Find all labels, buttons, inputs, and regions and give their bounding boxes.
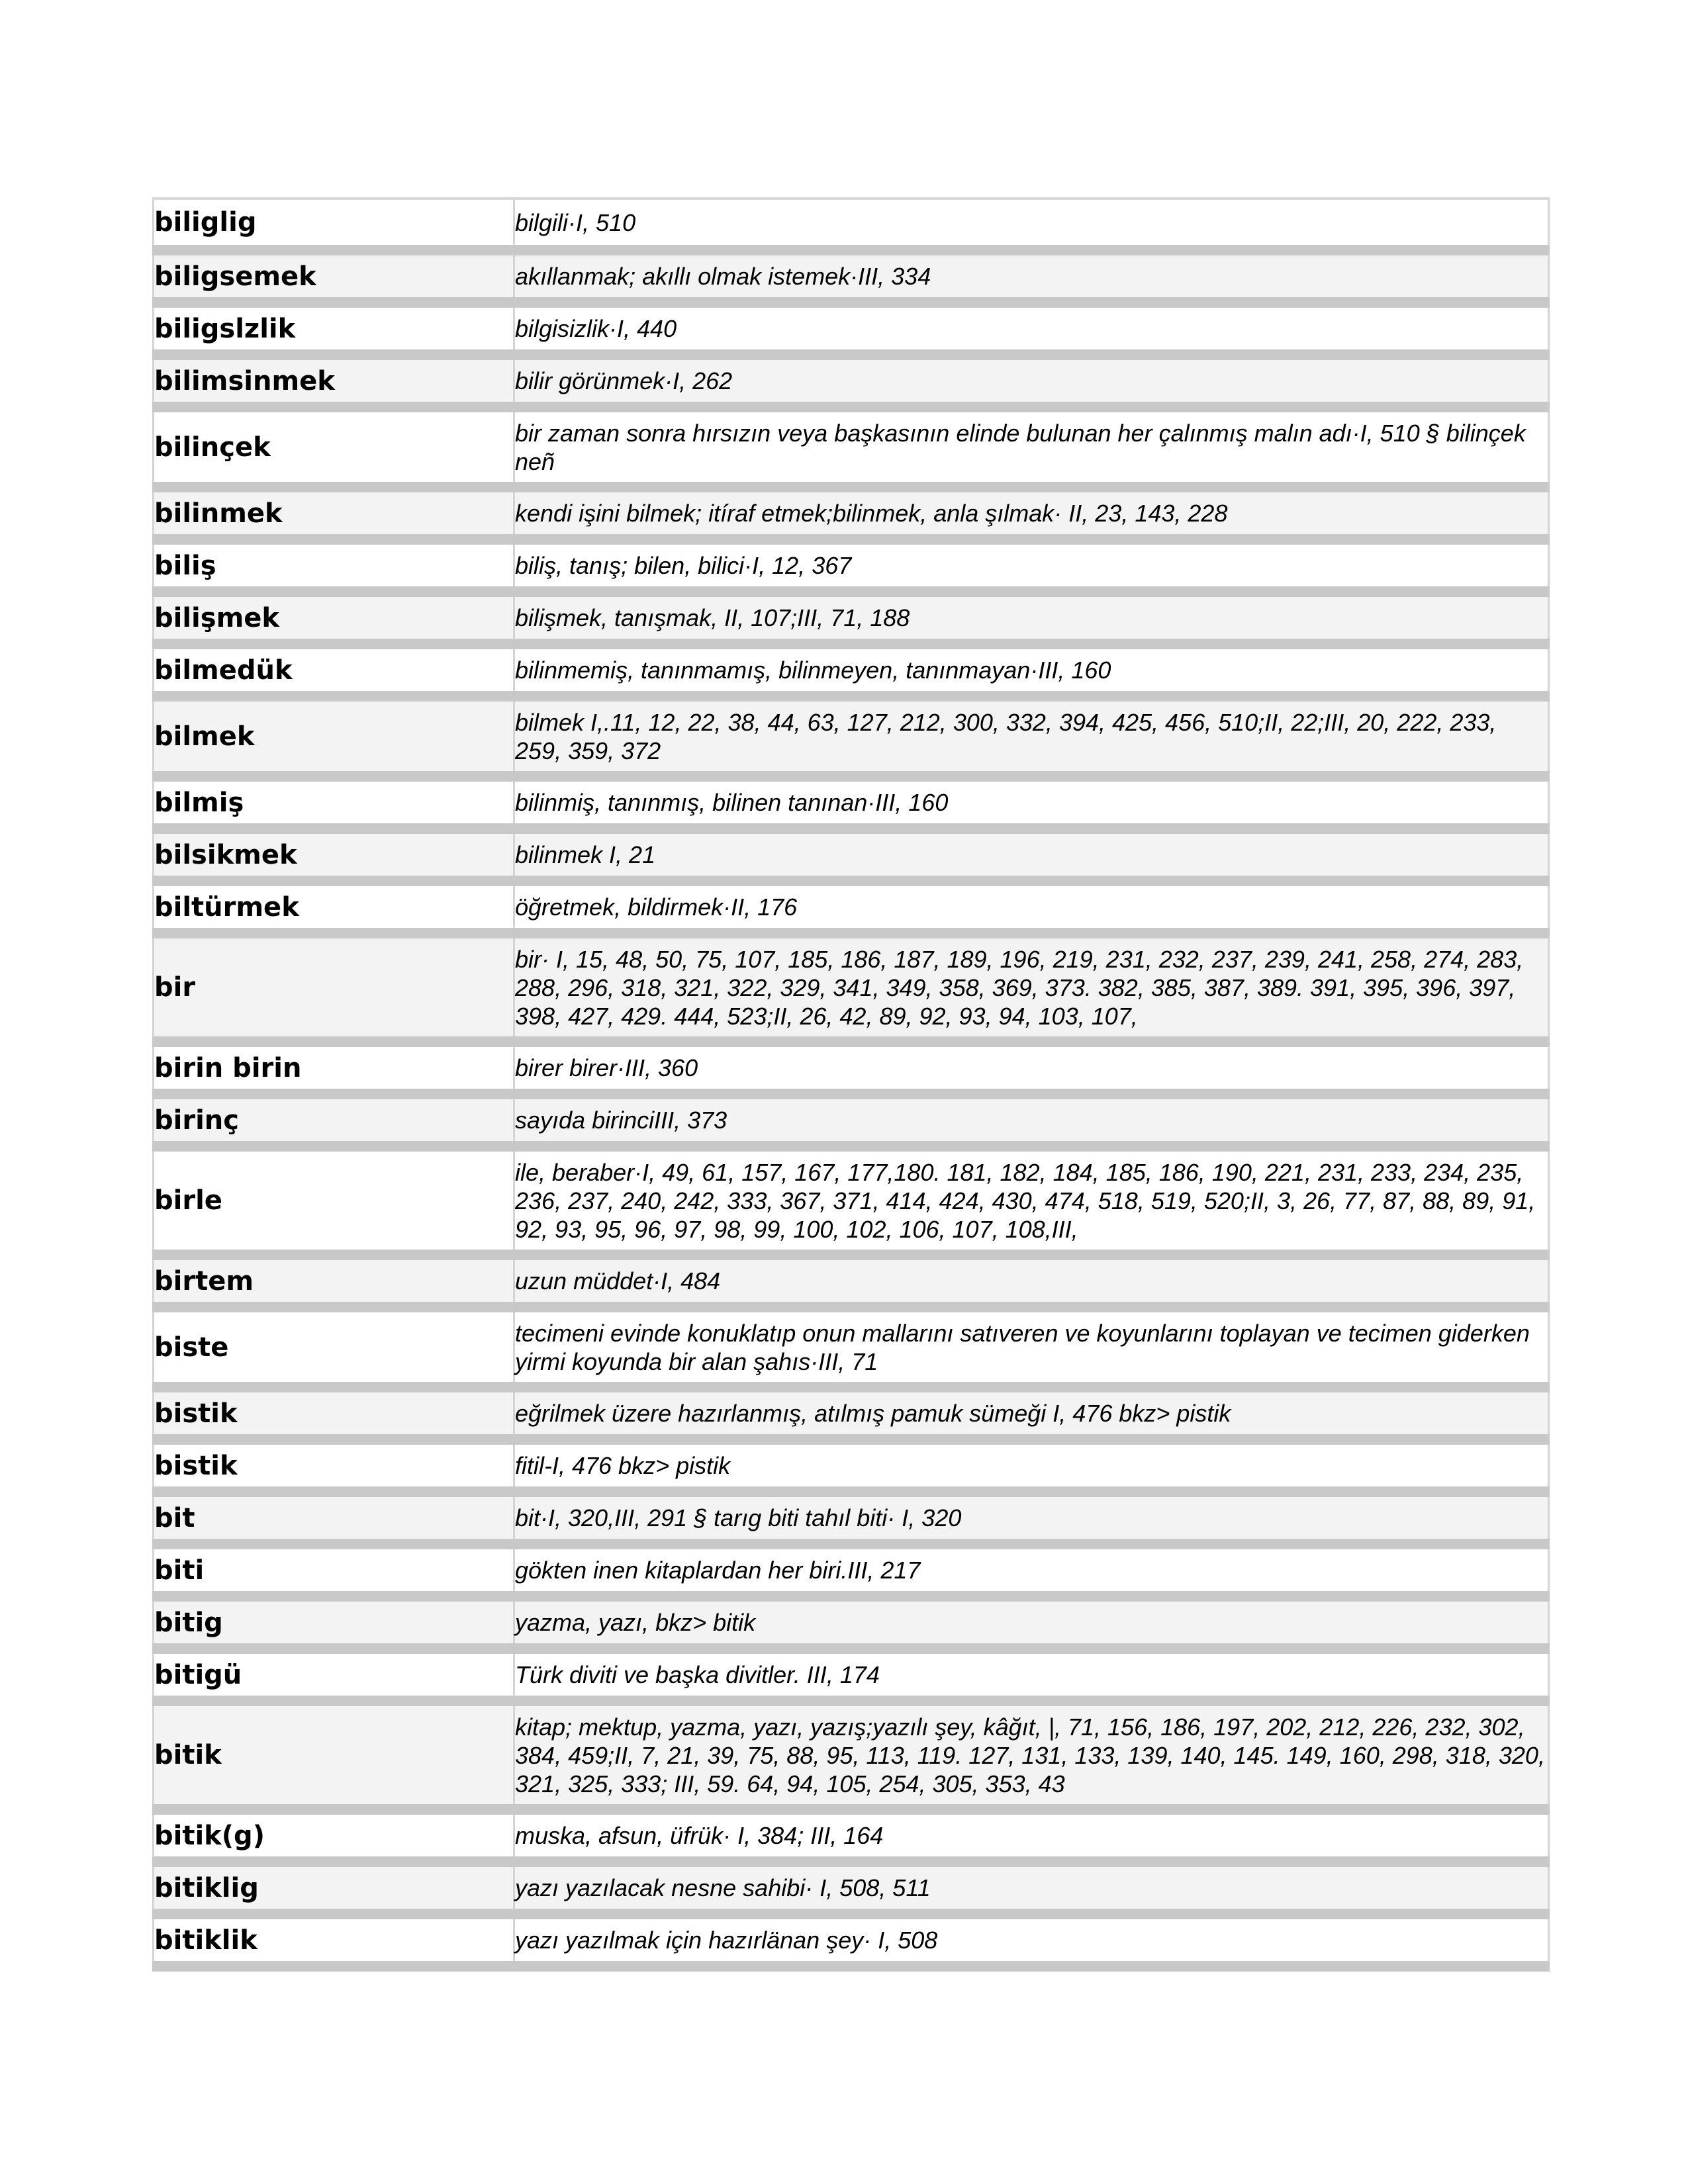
table-row bbox=[154, 1701, 1549, 1809]
entry-definition: muska, afsun, üfrük· I, 384; III, 164 bbox=[514, 1809, 1549, 1862]
entry-term: bitiklik bbox=[154, 1914, 514, 1966]
entry-term: birinç bbox=[154, 1094, 514, 1146]
table-row bbox=[154, 250, 1549, 302]
entry-term: bilmiş bbox=[154, 776, 514, 829]
table-row bbox=[154, 696, 1549, 776]
table-row bbox=[154, 355, 1549, 407]
entry-definition: yazı yazılacak nesne sahibi· I, 508, 511 bbox=[514, 1862, 1549, 1914]
table-row bbox=[154, 592, 1549, 644]
entry-term: biligsemek bbox=[154, 250, 514, 302]
table-row bbox=[154, 1255, 1549, 1307]
entry-definition: bilmek I,.11, 12, 22, 38, 44, 63, 127, 212, 300, 332, 394, 425, 456, 510;II, 22;III, 20, 222, 233, 259, 359, 372 bbox=[514, 696, 1549, 776]
entry-term: bistik bbox=[154, 1439, 514, 1492]
entry-term: biltürmek bbox=[154, 881, 514, 933]
entry-term: bilmek bbox=[154, 696, 514, 776]
entry-definition: birer birer·III, 360 bbox=[514, 1042, 1549, 1094]
entry-definition: fitil-I, 476 bkz> pistik bbox=[514, 1439, 1549, 1492]
entry-term: birtem bbox=[154, 1255, 514, 1307]
entry-term: biste bbox=[154, 1307, 514, 1387]
entry-definition: kendi işini bilmek; itíraf etmek;bilinmek, anla şılmak· II, 23, 143, 228 bbox=[514, 487, 1549, 539]
table-row bbox=[154, 302, 1549, 355]
entry-definition: öğretmek, bildirmek·II, 176 bbox=[514, 881, 1549, 933]
entry-term: bitik(g) bbox=[154, 1809, 514, 1862]
entry-definition: bir· I, 15, 48, 50, 75, 107, 185, 186, 187, 189, 196, 219, 231, 232, 237, 239, 241, 258, 274, 283, 288, 296, 318, 321, 322, 329, 341, 349, 358, 369, 373. 382, 385, 387, 389. 391, 395, 396, 397, 398, 427, 429. 444, 523;II, 26, 42, 89, 92, 93, 94, 103, 107, bbox=[514, 933, 1549, 1042]
entry-term: biliglig bbox=[154, 199, 514, 250]
entry-definition: gökten inen kitaplardan her biri.III, 217 bbox=[514, 1544, 1549, 1596]
dictionary-body bbox=[154, 199, 1549, 1966]
dictionary-table bbox=[152, 197, 1550, 1972]
table-row bbox=[154, 539, 1549, 592]
entry-term: bilmedük bbox=[154, 644, 514, 696]
entry-definition: kitap; mektup, yazma, yazı, yazış;yazılı şey, kâğıt, |, 71, 156, 186, 197, 202, 212, 226, 232, 302, 384, 459;II, 7, 21, 39, 75, 88, 95, 113, 119. 127, 131, 133, 139, 140, 145. 149, 160, 298, 318, 320, 321, 325, 333; III, 59. 64, 94, 105, 254, 305, 353, 43 bbox=[514, 1701, 1549, 1809]
table-row bbox=[154, 1544, 1549, 1596]
entry-term: bitik bbox=[154, 1701, 514, 1809]
entry-definition: uzun müddet·I, 484 bbox=[514, 1255, 1549, 1307]
entry-definition: bilinmek I, 21 bbox=[514, 829, 1549, 881]
entry-term: biliş bbox=[154, 539, 514, 592]
table-row bbox=[154, 1307, 1549, 1387]
entry-definition: tecimeni evinde konuklatıp onun mallarını satıveren ve koyunlarını toplayan ve tecimen giderken yirmi koyunda bir alan şahıs·III, 71 bbox=[514, 1307, 1549, 1387]
entry-definition: Türk diviti ve başka divitler. III, 174 bbox=[514, 1649, 1549, 1701]
entry-term: birle bbox=[154, 1146, 514, 1255]
table-row bbox=[154, 644, 1549, 696]
entry-definition: sayıda birinciIII, 373 bbox=[514, 1094, 1549, 1146]
entry-definition: bit·I, 320,III, 291 § tarıg biti tahıl biti· I, 320 bbox=[514, 1492, 1549, 1544]
table-row bbox=[154, 933, 1549, 1042]
entry-term: bit bbox=[154, 1492, 514, 1544]
entry-definition: bir zaman sonra hırsızın veya başkasının elinde bulunan her çalınmış malın adı·I, 510 § bilinçek neñ bbox=[514, 407, 1549, 487]
table-row bbox=[154, 1862, 1549, 1914]
entry-term: bitigü bbox=[154, 1649, 514, 1701]
table-row bbox=[154, 1492, 1549, 1544]
entry-definition: yazma, yazı, bkz> bitik bbox=[514, 1596, 1549, 1649]
entry-definition: bilinmiş, tanınmış, bilinen tanınan·III, 160 bbox=[514, 776, 1549, 829]
table-row bbox=[154, 1387, 1549, 1439]
entry-definition: bilişmek, tanışmak, II, 107;III, 71, 188 bbox=[514, 592, 1549, 644]
table-row bbox=[154, 1596, 1549, 1649]
entry-term: bitiklig bbox=[154, 1862, 514, 1914]
entry-definition: bilinmemiş, tanınmamış, bilinmeyen, tanınmayan·III, 160 bbox=[514, 644, 1549, 696]
entry-term: bistik bbox=[154, 1387, 514, 1439]
table-row bbox=[154, 776, 1549, 829]
table-row bbox=[154, 1146, 1549, 1255]
entry-definition: akıllanmak; akıllı olmak istemek·III, 334 bbox=[514, 250, 1549, 302]
entry-term: bilimsinmek bbox=[154, 355, 514, 407]
entry-term: bilinçek bbox=[154, 407, 514, 487]
entry-definition: bilir görünmek·I, 262 bbox=[514, 355, 1549, 407]
entry-term: bilinmek bbox=[154, 487, 514, 539]
entry-term: bilsikmek bbox=[154, 829, 514, 881]
table-row bbox=[154, 1809, 1549, 1862]
table-row bbox=[154, 1094, 1549, 1146]
entry-term: bilişmek bbox=[154, 592, 514, 644]
entry-term: biti bbox=[154, 1544, 514, 1596]
entry-term: bir bbox=[154, 933, 514, 1042]
entry-term: bitig bbox=[154, 1596, 514, 1649]
entry-definition: bilgili·I, 510 bbox=[514, 199, 1549, 250]
entry-term: biligslzlik bbox=[154, 302, 514, 355]
entry-definition: yazı yazılmak için hazırlänan şey· I, 508 bbox=[514, 1914, 1549, 1966]
entry-definition: eğrilmek üzere hazırlanmış, atılmış pamuk sümeği I, 476 bkz> pistik bbox=[514, 1387, 1549, 1439]
entry-term: birin birin bbox=[154, 1042, 514, 1094]
entry-definition: biliş, tanış; bilen, bilici·I, 12, 367 bbox=[514, 539, 1549, 592]
table-row bbox=[154, 829, 1549, 881]
table-row bbox=[154, 199, 1549, 250]
table-row bbox=[154, 1439, 1549, 1492]
table-row bbox=[154, 1914, 1549, 1966]
entry-definition: ile, beraber·I, 49, 61, 157, 167, 177,180. 181, 182, 184, 185, 186, 190, 221, 231, 233, 234, 235, 236, 237, 240, 242, 333, 367, 371, 414, 424, 430, 474, 518, 519, 520;II, 3, 26, 77, 87, 88, 89, 91, 92, 93, 95, 96, 97, 98, 99, 100, 102, 106, 107, 108,III, bbox=[514, 1146, 1549, 1255]
table-row bbox=[154, 1649, 1549, 1701]
entry-definition: bilgisizlik·I, 440 bbox=[514, 302, 1549, 355]
table-row bbox=[154, 1042, 1549, 1094]
table-row bbox=[154, 487, 1549, 539]
table-row bbox=[154, 407, 1549, 487]
table-row bbox=[154, 881, 1549, 933]
